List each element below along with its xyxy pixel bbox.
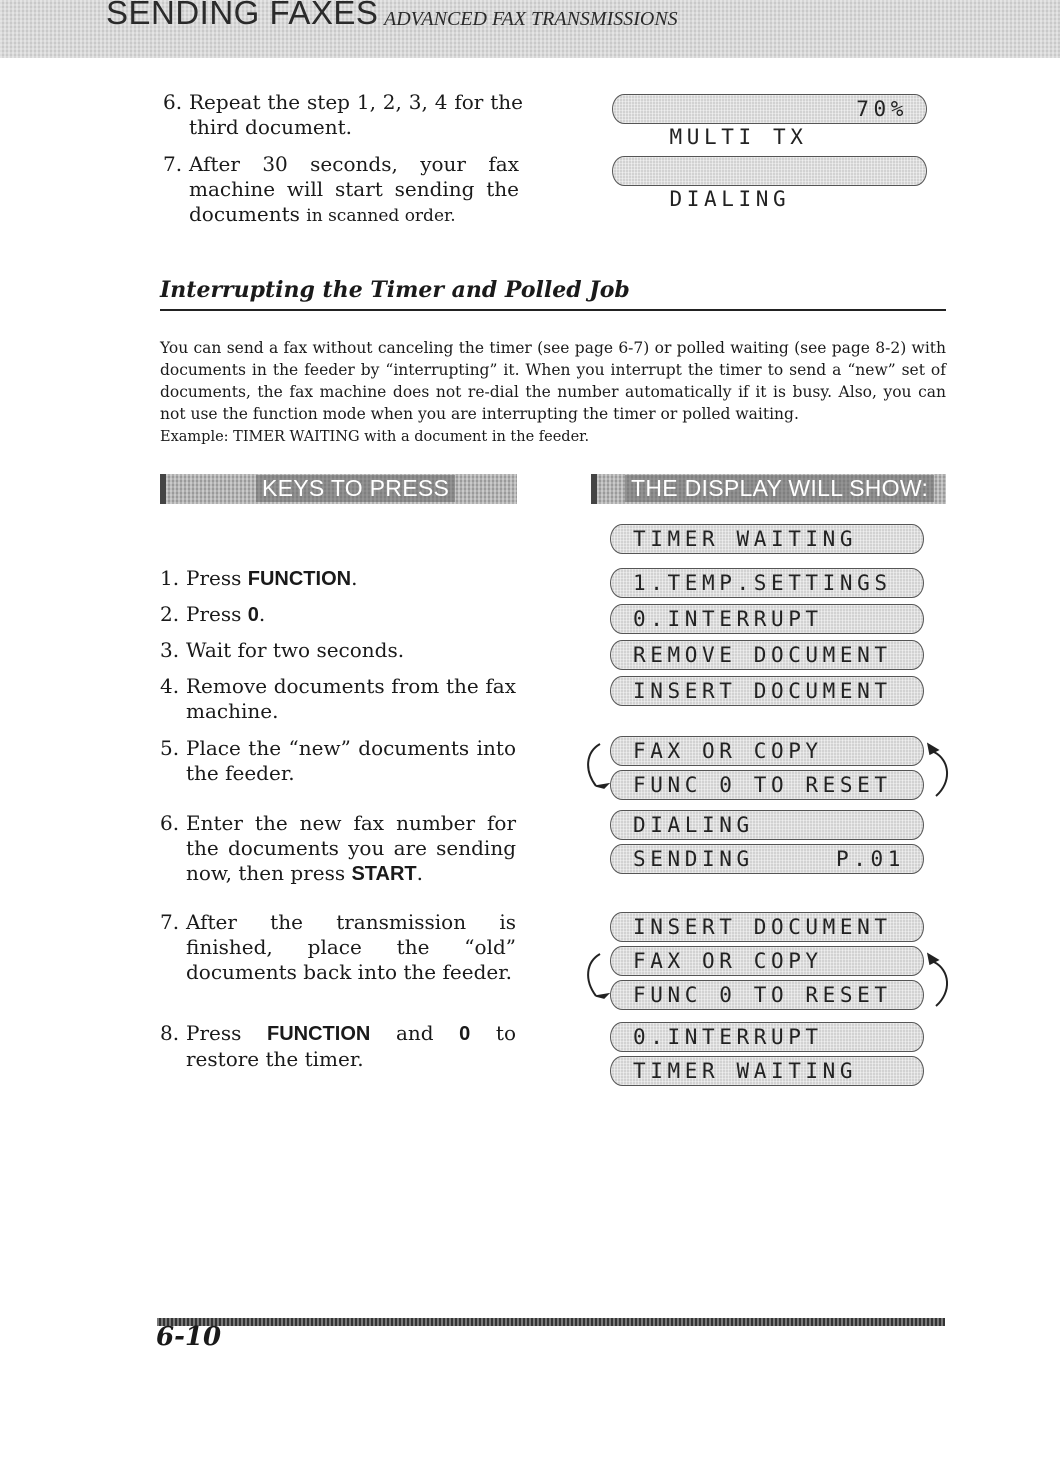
step-number: 2. — [160, 602, 180, 626]
lcd-text: INSERT DOCUMENT — [633, 915, 892, 939]
step-text: Press — [186, 566, 248, 590]
step-6 — [160, 811, 516, 887]
key-name: 0 — [459, 1023, 471, 1045]
step-number: 1. — [160, 566, 180, 590]
step-number: 6. — [163, 90, 183, 114]
step-7 — [160, 910, 516, 985]
alternating-display-arrows — [578, 730, 958, 810]
step-text-small: in scanned order. — [306, 206, 456, 226]
lcd-text: TIMER WAITING — [633, 527, 858, 551]
step-text: Repeat the step 1, 2, 3, 4 for the third document. — [189, 90, 523, 139]
top-step-6 — [163, 90, 523, 140]
lcd-display — [610, 1056, 924, 1086]
step-2 — [160, 602, 516, 628]
lcd-text: SENDING — [633, 847, 754, 871]
right-cycle-arrow-icon — [934, 962, 947, 1006]
section-rule — [160, 309, 946, 311]
step-number: 5. — [160, 736, 180, 760]
step-number: 6. — [160, 811, 180, 835]
step-text: After 30 seconds, your fax machine will start sending the documents — [189, 152, 519, 226]
step-number: 3. — [160, 638, 180, 662]
lcd-text: 1.TEMP.SETTINGS — [633, 571, 892, 595]
left-cycle-arrow-icon — [588, 954, 600, 996]
lcd-text: FUNC 0 TO RESET — [633, 773, 892, 797]
left-cycle-arrow-icon — [588, 744, 600, 786]
top-step-7 — [163, 152, 519, 229]
left-arrowhead-icon — [596, 994, 608, 998]
step-number: 7. — [163, 152, 183, 176]
footer-rule — [157, 1318, 945, 1326]
step-number: 8. — [160, 1021, 180, 1045]
key-name: FUNCTION — [247, 568, 352, 590]
lcd-display — [610, 844, 924, 874]
lcd-text: INSERT DOCUMENT — [633, 679, 892, 703]
step-number: 7. — [160, 910, 180, 934]
example-text: Example: TIMER WAITING with a document in the feeder. — [160, 429, 590, 445]
lcd-text: TIMER WAITING — [633, 1059, 858, 1083]
lcd-text: MULTI TX — [669, 125, 808, 149]
left-arrowhead-icon — [596, 784, 608, 788]
banner-label: KEYS TO PRESS — [256, 475, 455, 502]
step-4 — [160, 674, 516, 724]
step-text-end: . — [351, 566, 358, 590]
section-paragraph — [160, 337, 946, 448]
lcd-display — [610, 524, 924, 554]
right-cycle-arrow-icon — [934, 752, 947, 796]
key-name: 0 — [247, 604, 259, 626]
chapter-title: SENDING FAXES — [106, 0, 379, 31]
step-5 — [160, 736, 516, 786]
lcd-text: 0.INTERRUPT — [633, 1025, 823, 1049]
key-name: START — [351, 863, 417, 885]
step-3 — [160, 638, 516, 663]
step-text-end: to restore the timer. — [186, 1021, 516, 1071]
banner-label: THE DISPLAY WILL SHOW: — [625, 475, 934, 502]
lcd-text: FAX OR COPY — [633, 739, 823, 763]
page-number: 6-10 — [156, 1322, 222, 1352]
lcd-text-right: P.01 — [836, 847, 905, 871]
paragraph-text: You can send a fax without canceling the timer (see page 6-7) or polled waiting (see page 8-2) with documents in the feeder by “interrupting” it. When you interrupt the timer to send a “new” set of documents, the fax machine does not re-dial the number automatically if it is busy. Also, you can not use the function mode when you are interrupting the timer or polled waiting. — [160, 339, 946, 423]
lcd-display — [610, 676, 924, 706]
lcd-display — [610, 640, 924, 670]
lcd-text: 0.INTERRUPT — [633, 607, 823, 631]
lcd-text: FUNC 0 TO RESET — [633, 983, 892, 1007]
lcd-display — [610, 810, 924, 840]
lcd-text: DIALING — [633, 813, 754, 837]
lcd-display — [610, 568, 924, 598]
step-text: Press — [186, 602, 248, 626]
keys-to-press-banner — [160, 474, 517, 504]
step-text-end: . — [258, 602, 266, 626]
step-text: Press — [186, 1021, 267, 1045]
alternating-display-arrows — [578, 940, 958, 1020]
step-text: Remove documents from the fax machine. — [186, 674, 516, 723]
step-text-mid: and — [370, 1021, 460, 1045]
display-will-show-banner — [591, 474, 946, 504]
chapter-subtitle: ADVANCED FAX TRANSMISSIONS — [384, 8, 678, 30]
step-text: Wait for two seconds. — [186, 638, 405, 662]
step-text: After the transmission is finished, place the “old” documents back into the feeder. — [186, 910, 516, 984]
lcd-display — [612, 94, 927, 149]
lcd-display — [610, 604, 924, 634]
step-text-end: . — [416, 861, 424, 885]
step-number: 4. — [160, 674, 180, 698]
key-name: FUNCTION — [267, 1023, 371, 1045]
step-1 — [160, 566, 516, 592]
lcd-display — [612, 156, 927, 211]
step-8 — [160, 1021, 516, 1072]
lcd-display — [610, 912, 924, 942]
lcd-display — [610, 1022, 924, 1052]
step-text: Enter the new fax number for the documents you are sending now, then press — [186, 811, 516, 885]
lcd-text: REMOVE DOCUMENT — [633, 643, 892, 667]
section-title: Interrupting the Timer and Polled Job — [160, 277, 630, 303]
lcd-text: DIALING — [669, 187, 791, 211]
lcd-text: FAX OR COPY — [633, 949, 823, 973]
step-text: Place the “new” documents into the feeder. — [186, 736, 516, 785]
lcd-text-right: 70% — [856, 97, 908, 121]
